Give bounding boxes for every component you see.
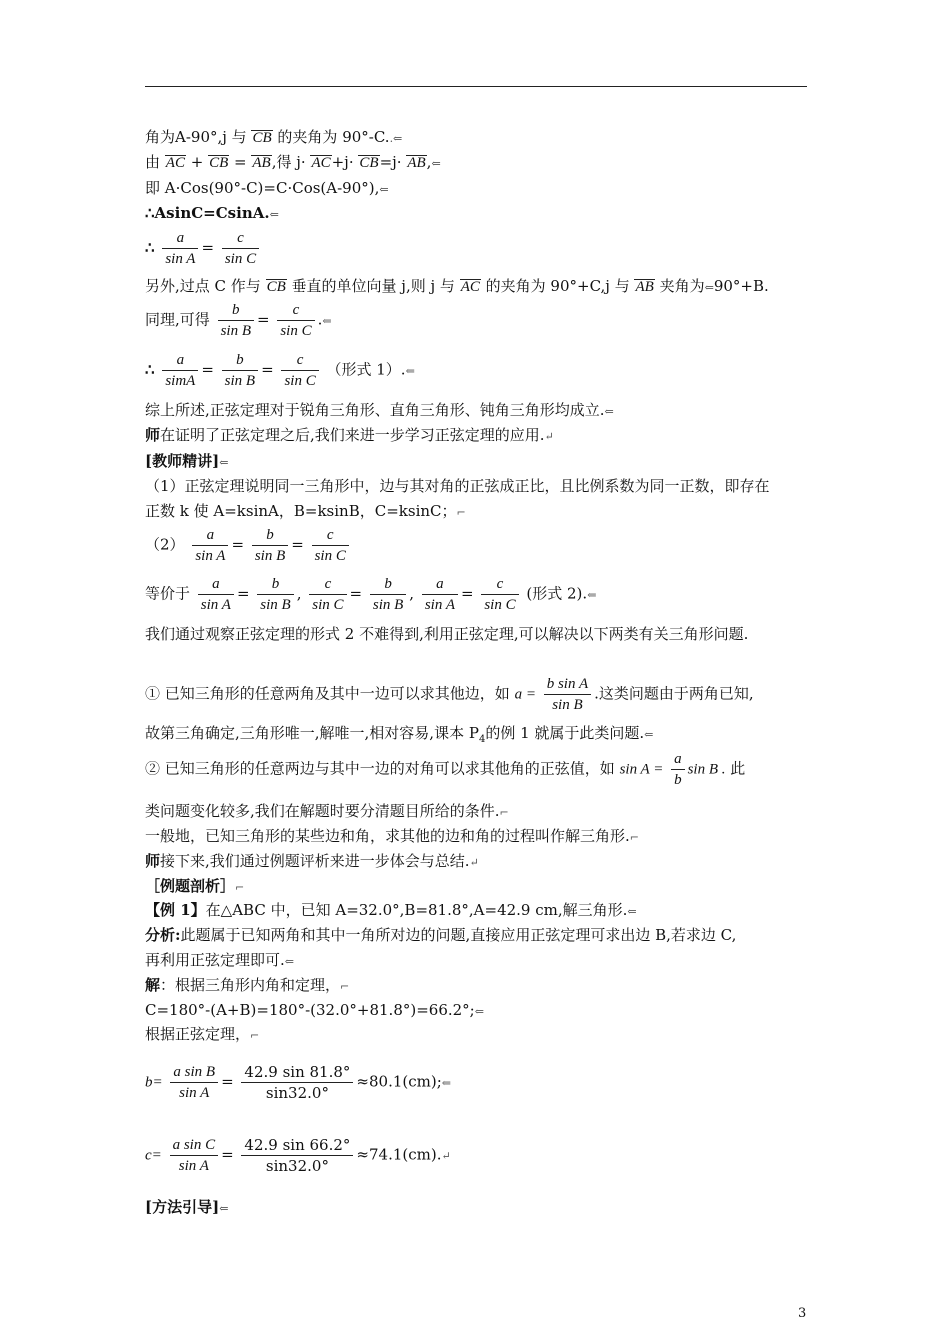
text-line: （1）正弦定理说明同一三角形中，边与其对角的正弦成正比，且比例系数为同一正数，即存在 <box>145 477 770 495</box>
formula-line: ② 已知三角形的任意两边与其中一边的对角可以求其他角的正弦值，如 sin A = $\frac{a}{b}$ sin B . 此 <box>145 751 746 788</box>
section-heading: [教师精讲]⇐ <box>145 452 229 470</box>
text-line: 类问题变化较多,我们在解题时要分清题目所给的条件.⌐ <box>145 802 509 820</box>
section-heading: ［例题剖析］⌐ <box>145 877 245 895</box>
vector-cb: CB <box>252 130 272 146</box>
formula-line: ① 已知三角形的任意两角及其中一边可以求其他边，如 a = $\frac{\text{b sin A}}{\text{sin B}}$ .这类问题由于两角已知, <box>145 676 754 713</box>
formula-line: c= $\frac{\text{a sin C}}{\text{sin A}}$ = $\frac{42.9 \sin 66.2^\circ}{\sin 32.0^\circ}$ ≈74.1(cm).↵ <box>145 1136 451 1175</box>
text-line: 故第三角确定,三角形唯一,解唯一,相对容易,课本 $P_4$的例 1 就属于此类问题.⇐ <box>145 724 654 745</box>
formula-line: 等价于 $\frac{a}{\text{sin A}}$ = $\frac{b}{\text{sin B}}$ , $\frac{c}{\text{sin C}}$ = $\frac{b}{\text{sin B}}$ , $\frac{a}{\text{sin A}}$ = $\frac{c}{\text{sin C}}$ (形式 2).⇐ <box>145 576 597 613</box>
text-line: 即 A·Cos(90°-C)=C·Cos(A-90°),⇐ <box>145 179 389 197</box>
text-line: 角为A-90°,j 与 CB 的夹角为 90°-C..⇐ <box>145 128 403 146</box>
text-line: 【例 1】在△ABC 中，已知 A=32.0°,B=81.8°,A=42.9 cm,解三角形.⇐ <box>145 901 637 919</box>
text-line: 根据正弦定理，⌐ <box>145 1025 260 1043</box>
text-line: 师在证明了正弦定理之后,我们来进一步学习正弦定理的应用.↵ <box>145 426 554 444</box>
text-line: 师接下来,我们通过例题评析来进一步体会与总结.↵ <box>145 852 479 870</box>
text-line: 由 AC + CB = AB,得 j· AC+j· CB=j· AB,⇐ <box>145 153 441 171</box>
text-line: 分析:此题属于已知两角和其中一角所对边的问题,直接应用正弦定理可求出边 B,若求边 C, <box>145 926 737 944</box>
text-line: 解：根据三角形内角和定理，⌐ <box>145 976 350 994</box>
text-line: 再利用正弦定理即可.⇐ <box>145 951 294 969</box>
formula-line: b= $\frac{\text{a sin B}}{\text{sin A}}$ = $\frac{42.9 \sin 81.8^\circ}{\sin 32.0^\circ}$ ≈80.1(cm);⇐ <box>145 1063 451 1102</box>
formula-line: ∴ $\frac{a}{\text{sin A}}$ = $\frac{c}{\text{sin C}}$ <box>145 228 262 269</box>
text-line: 一般地，已知三角形的某些边和角，求其他的边和角的过程叫作解三角形.⌐ <box>145 827 639 845</box>
formula-line: （2） $\frac{a}{\text{sin A}}$ = $\frac{b}{\text{sin B}}$ = $\frac{c}{\text{sin C}}$ <box>145 525 352 566</box>
formula-line: 同理,可得 $\frac{b}{\text{sin B}}$ = $\frac{c}{\text{sin C}}$ .⇐ <box>145 302 332 339</box>
header-rule <box>145 86 807 87</box>
formula-line: ∴ $\frac{a}{\text{simA}}$ = $\frac{b}{\text{sin B}}$ = $\frac{c}{\text{sin C}}$ （形式 1）.⇐ <box>145 352 415 389</box>
section-heading: [方法引导]⇐ <box>145 1198 229 1216</box>
page-number: 3 <box>798 1306 807 1321</box>
text-line: 另外,过点 C 作与 CB 垂直的单位向量 j,则 j 与 AC 的夹角为 90°+C,j 与 AB 夹角为⇐90°+B. <box>145 277 769 295</box>
text-line: 综上所述,正弦定理对于锐角三角形、直角三角形、钝角三角形均成立.⇐ <box>145 401 614 419</box>
text-line: 我们通过观察正弦定理的形式 2 不难得到,利用正弦定理,可以解决以下两类有关三角形问题. <box>145 625 749 643</box>
text-line: C=180°-(A+B)=180°-(32.0°+81.8°)=66.2°;⇐ <box>145 1001 484 1019</box>
text-line: 正数 k 使 A=ksinA，B=ksinB，C=ksinC；⌐ <box>145 502 466 520</box>
text-line: ∴AsinC=CsinA.⇐ <box>145 204 279 222</box>
